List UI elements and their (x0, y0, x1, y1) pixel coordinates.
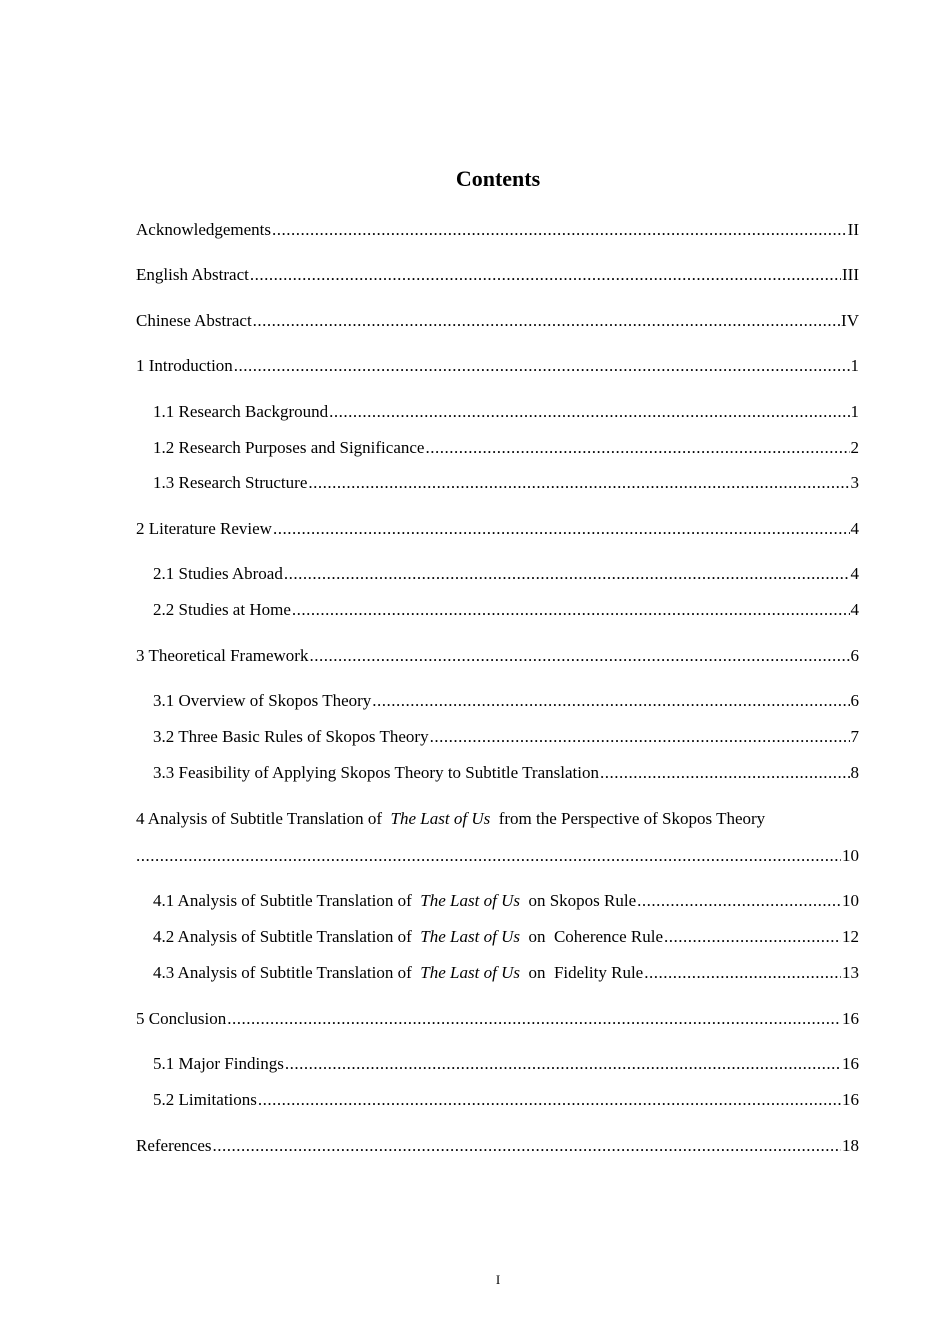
dot-leader (213, 1136, 841, 1156)
toc-page-number: 6 (850, 691, 859, 710)
toc-page-number: III (842, 265, 859, 284)
dot-leader (430, 727, 850, 747)
dot-leader (329, 402, 849, 422)
toc-entry-section-3-1[interactable] (153, 691, 859, 711)
toc-entry-chapter-3[interactable] (136, 646, 859, 666)
dot-leader (372, 691, 849, 711)
toc-page-number: 6 (850, 646, 859, 665)
toc-entry-label: 1.3 Research Structure (153, 473, 308, 492)
toc-entry-label: 1 Introduction (136, 356, 233, 375)
toc-page-number: 3 (850, 473, 859, 492)
toc-entry-label: 5.1 Major Findings (153, 1054, 284, 1073)
dot-leader (272, 220, 847, 240)
toc-page-number: 18 (842, 1136, 859, 1155)
toc-page-number: II (847, 220, 859, 239)
toc-entry-label: 5 Conclusion (136, 1009, 227, 1028)
toc-page-number: 1 (850, 402, 859, 421)
toc-entry-english-abstract[interactable] (136, 265, 859, 285)
toc-entry-label: 4.3 Analysis of Subtitle Translation of The Last of Us on Fidelity Rule (153, 963, 644, 982)
dot-leader (136, 846, 841, 866)
dot-leader (637, 891, 841, 911)
toc-page-number: 8 (850, 763, 859, 782)
dot-leader (273, 519, 850, 539)
toc-entry-label: 5.2 Limitations (153, 1090, 257, 1109)
toc-page-number: 16 (842, 1090, 859, 1109)
toc-entry-label: 4.1 Analysis of Subtitle Translation of The Last of Us on Skopos Rule (153, 891, 637, 910)
toc-entry-references[interactable] (136, 1136, 859, 1156)
toc-entry-label: References (136, 1136, 212, 1155)
toc-entry-label: 4 Analysis of Subtitle Translation of (136, 809, 383, 828)
toc-page-number: 16 (842, 1054, 859, 1073)
page-number: I (495, 1272, 501, 1287)
toc-entry-label: 3 Theoretical Framework (136, 646, 309, 665)
toc-entry-label: 3.2 Three Basic Rules of Skopos Theory (153, 727, 429, 746)
toc-entry-section-2-2[interactable] (153, 600, 859, 620)
toc-entry-chapter-2[interactable] (136, 519, 859, 539)
dot-leader (234, 356, 850, 376)
toc-entry-label: 2 Literature Review (136, 519, 272, 538)
toc-page-number: 12 (842, 927, 859, 946)
toc-entry-section-1-1[interactable] (153, 402, 859, 422)
dot-leader (644, 963, 841, 983)
dot-leader (425, 438, 849, 458)
toc-entry-chapter-4-title[interactable] (136, 809, 859, 829)
dot-leader (227, 1009, 841, 1029)
dot-leader (308, 473, 849, 493)
toc-page-number: 16 (842, 1009, 859, 1028)
toc-entry-label: 4.2 Analysis of Subtitle Translation of The Last of Us on Coherence Rule (153, 927, 664, 946)
toc-page-number: 10 (842, 846, 859, 865)
toc-entry-chapter-4[interactable] (136, 846, 859, 866)
work-title: The Last of Us (420, 891, 520, 910)
toc-page-number: 13 (842, 963, 859, 982)
toc-entry-section-5-2[interactable] (153, 1090, 859, 1110)
dot-leader (250, 265, 841, 285)
toc-entry-label: Chinese Abstract (136, 311, 252, 330)
toc-page-number: IV (841, 311, 859, 330)
toc-entry-label-suffix: from the Perspective of Skopos Theory (498, 809, 766, 828)
work-title: The Last of Us (420, 927, 520, 946)
dot-leader (309, 646, 849, 666)
toc-entry-label: Acknowledgements (136, 220, 272, 239)
toc-entry-label: 1.2 Research Purposes and Significance (153, 438, 425, 457)
work-title: The Last of Us (420, 963, 520, 982)
toc-entry-label: 2.2 Studies at Home (153, 600, 291, 619)
toc-entry-label: 1.1 Research Background (153, 402, 329, 421)
toc-entry-section-2-1[interactable] (153, 564, 859, 584)
dot-leader (253, 311, 840, 331)
toc-entry-chinese-abstract[interactable] (136, 311, 859, 331)
toc-entry-chapter-5[interactable] (136, 1009, 859, 1029)
toc-entry-section-5-1[interactable] (153, 1054, 859, 1074)
toc-entry-label: 3.3 Feasibility of Applying Skopos Theory to Subtitle Translation (153, 763, 599, 782)
toc-entry-section-3-3[interactable] (153, 763, 859, 783)
dot-leader (285, 1054, 841, 1074)
toc-page-number: 1 (850, 356, 859, 375)
toc-page-number: 10 (842, 891, 859, 910)
dot-leader (664, 927, 841, 947)
toc-entry-section-3-2[interactable] (153, 727, 859, 747)
toc-page-number: 4 (850, 519, 859, 538)
toc-entry-label: English Abstract (136, 265, 249, 284)
toc-entry-section-1-3[interactable] (153, 473, 859, 493)
work-title: The Last of Us (390, 809, 491, 828)
toc-page-number: 7 (850, 727, 859, 746)
toc-entry-section-4-1[interactable] (153, 891, 859, 911)
toc-page-number: 4 (850, 564, 859, 583)
toc-entry-label: 3.1 Overview of Skopos Theory (153, 691, 372, 710)
toc-entry-section-4-3[interactable] (153, 963, 859, 983)
toc-page-number: 4 (850, 600, 859, 619)
dot-leader (258, 1090, 841, 1110)
toc-entry-section-4-2[interactable] (153, 927, 859, 947)
toc-page-number: 2 (850, 438, 859, 457)
dot-leader (292, 600, 850, 620)
toc-entry-section-1-2[interactable] (153, 438, 859, 458)
toc-entry-acknowledgements[interactable] (136, 220, 859, 240)
toc-entry-chapter-1[interactable] (136, 356, 859, 376)
page-title: Contents (455, 166, 541, 191)
dot-leader (284, 564, 850, 584)
dot-leader (600, 763, 850, 783)
toc-entry-label: 2.1 Studies Abroad (153, 564, 283, 583)
